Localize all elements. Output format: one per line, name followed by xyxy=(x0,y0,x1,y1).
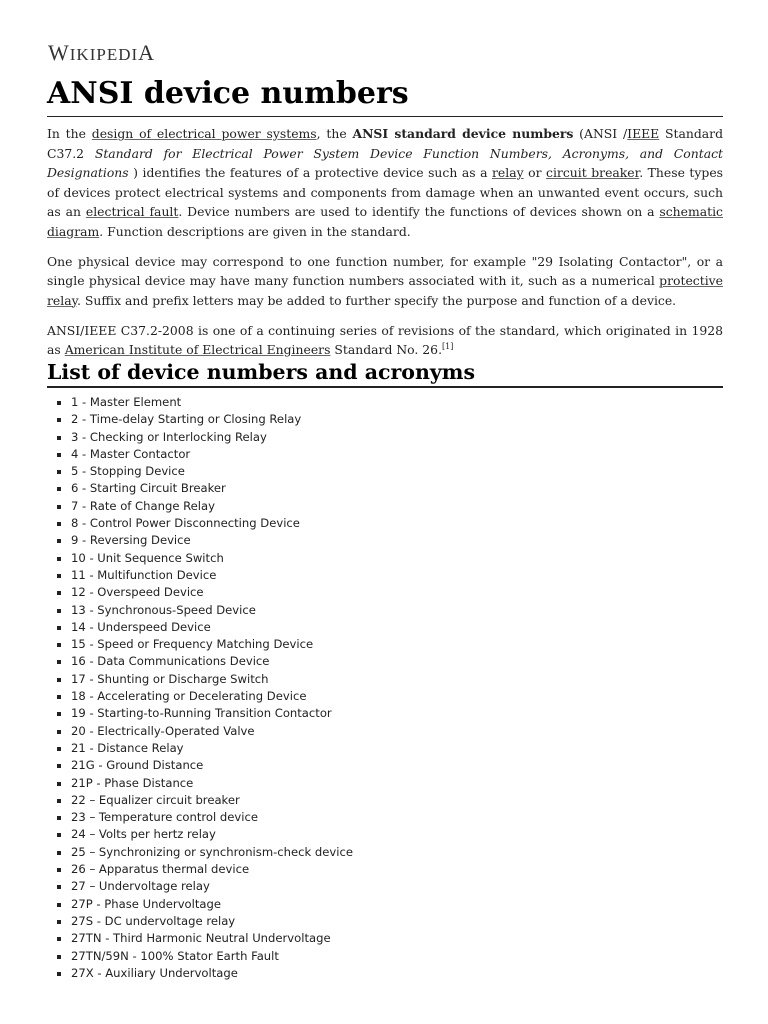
link-electrical-fault[interactable]: electrical fault xyxy=(85,204,179,219)
list-item xyxy=(56,463,696,480)
list-item xyxy=(56,948,696,965)
bullet-icon xyxy=(57,799,61,803)
bullet-icon xyxy=(57,418,61,422)
article-intro xyxy=(47,124,723,370)
device-list xyxy=(56,394,696,982)
device-label: 23 – Temperature control device xyxy=(71,810,258,825)
device-label: 27 – Undervoltage relay xyxy=(71,879,210,894)
device-label: 10 - Unit Sequence Switch xyxy=(71,550,224,565)
section-heading: List of device numbers and acronyms xyxy=(47,358,723,388)
device-label: 11 - Multifunction Device xyxy=(71,567,217,582)
list-item xyxy=(56,567,696,584)
list-item xyxy=(56,619,696,636)
bullet-icon xyxy=(57,903,61,907)
list-item xyxy=(56,757,696,774)
bullet-icon xyxy=(57,643,61,647)
text: Standard C37.2 xyxy=(47,126,724,161)
text: or xyxy=(523,165,547,180)
list-item xyxy=(56,532,696,549)
link-design-of-electrical-power-systems[interactable]: design of electrical power systems xyxy=(91,126,317,141)
bullet-icon xyxy=(57,851,61,855)
list-item xyxy=(56,671,696,688)
device-label: 5 - Stopping Device xyxy=(71,464,185,479)
device-label: 2 - Time-delay Starting or Closing Relay xyxy=(71,412,302,427)
list-item xyxy=(56,688,696,705)
bullet-icon xyxy=(57,833,61,837)
device-label: 22 – Equalizer circuit breaker xyxy=(71,792,240,807)
bullet-icon xyxy=(57,712,61,716)
reference-1[interactable]: [1] xyxy=(442,341,454,351)
bullet-icon xyxy=(57,782,61,786)
bullet-icon xyxy=(57,626,61,630)
device-label: 25 – Synchronizing or synchronism-check device xyxy=(71,844,354,859)
list-item xyxy=(56,740,696,757)
bullet-icon xyxy=(57,609,61,613)
link-circuit-breaker[interactable]: circuit breaker xyxy=(546,165,640,180)
device-label: 1 - Master Element xyxy=(71,395,182,409)
device-label: 21G - Ground Distance xyxy=(71,758,204,773)
list-item xyxy=(56,550,696,567)
link-aiee[interactable]: American Institute of Electrical Engineers xyxy=(64,342,331,357)
list-item xyxy=(56,861,696,878)
device-label: 7 - Rate of Change Relay xyxy=(71,498,215,513)
list-item xyxy=(56,896,696,913)
list-item xyxy=(56,723,696,740)
list-item xyxy=(56,792,696,809)
intro-paragraph-2 xyxy=(47,252,723,311)
text: Standard No. 26. xyxy=(330,342,443,357)
device-label: 13 - Synchronous-Speed Device xyxy=(71,602,256,617)
wordmark-rest: IKIPEDI xyxy=(69,45,139,64)
list-item xyxy=(56,429,696,446)
text: . Device numbers are used to identify the functions of devices shown on a xyxy=(178,204,660,219)
list-item xyxy=(56,878,696,895)
bullet-icon xyxy=(57,505,61,509)
device-label: 27X - Auxiliary Undervoltage xyxy=(71,965,238,980)
device-label: 27P - Phase Undervoltage xyxy=(71,896,222,911)
bullet-icon xyxy=(57,730,61,734)
device-label: 9 - Reversing Device xyxy=(71,533,191,548)
text: (ANSI / xyxy=(573,126,628,141)
device-label: 20 - Electrically-Operated Valve xyxy=(71,723,255,738)
device-label: 21P - Phase Distance xyxy=(71,775,194,790)
link-relay[interactable]: relay xyxy=(492,165,524,180)
device-label: 21 - Distance Relay xyxy=(71,740,184,755)
text: . These types of devices protect electrical systems and components from damage when an unwanted event occurs, such as an xyxy=(47,165,724,219)
bullet-icon xyxy=(57,885,61,889)
device-label: 24 – Volts per hertz relay xyxy=(71,827,216,842)
page-title: ANSI device numbers xyxy=(47,72,723,117)
wordmark-last: A xyxy=(138,40,156,65)
device-label: 14 - Underspeed Device xyxy=(71,619,211,634)
bullet-icon xyxy=(57,937,61,941)
link-ieee[interactable]: IEEE xyxy=(627,126,660,141)
device-label: 15 - Speed or Frequency Matching Device xyxy=(71,637,314,652)
bullet-icon xyxy=(57,436,61,440)
bullet-icon xyxy=(57,574,61,578)
list-item xyxy=(56,394,696,411)
list-item xyxy=(56,930,696,947)
text: ) identifies the features of a protective device such as a xyxy=(128,165,492,180)
bullet-icon xyxy=(57,522,61,526)
list-item xyxy=(56,653,696,670)
text: . Suffix and prefix letters may be added to further specify the purpose and function of a device. xyxy=(76,292,677,308)
bullet-icon xyxy=(57,816,61,820)
list-item xyxy=(56,411,696,428)
text: In the xyxy=(47,126,92,141)
text: ANSI/IEEE C37.2-2008 is one of a continuing series of revisions of the standard, which originated in 1928 as xyxy=(47,322,723,357)
bullet-icon xyxy=(57,972,61,976)
intro-paragraph-3 xyxy=(47,321,723,360)
device-label: 16 - Data Communications Device xyxy=(71,654,270,669)
list-item xyxy=(56,515,696,532)
device-label: 19 - Starting-to-Running Transition Contactor xyxy=(71,706,332,721)
list-item xyxy=(56,602,696,619)
bold-term: ANSI standard device numbers xyxy=(352,126,574,141)
bullet-icon xyxy=(57,920,61,924)
list-item xyxy=(56,775,696,792)
list-item xyxy=(56,913,696,930)
device-label: 27S - DC undervoltage relay xyxy=(71,913,236,928)
bullet-icon xyxy=(57,764,61,768)
bullet-icon xyxy=(57,868,61,872)
bullet-icon xyxy=(57,955,61,959)
wikipedia-wordmark[interactable] xyxy=(48,40,155,66)
list-item xyxy=(56,705,696,722)
link-schematic-diagram[interactable]: schematic diagram xyxy=(47,204,723,239)
device-label: 8 - Control Power Disconnecting Device xyxy=(71,516,300,531)
bullet-icon xyxy=(57,453,61,457)
list-item xyxy=(56,480,696,497)
device-label: 26 – Apparatus thermal device xyxy=(71,862,250,877)
bullet-icon xyxy=(57,557,61,561)
list-item xyxy=(56,636,696,653)
device-label: 27TN - Third Harmonic Neutral Undervoltage xyxy=(71,931,331,946)
device-label: 3 - Checking or Interlocking Relay xyxy=(71,429,267,444)
bullet-icon xyxy=(57,591,61,595)
device-label: 4 - Master Contactor xyxy=(71,446,191,461)
intro-paragraph-1 xyxy=(47,124,723,241)
bullet-icon xyxy=(57,401,61,405)
bullet-icon xyxy=(57,678,61,682)
list-item xyxy=(56,844,696,861)
device-label: 27TN/59N - 100% Stator Earth Fault xyxy=(71,948,279,963)
bullet-icon xyxy=(57,747,61,751)
list-item xyxy=(56,965,696,982)
bullet-icon xyxy=(57,539,61,543)
device-label: 12 - Overspeed Device xyxy=(71,585,204,600)
list-item xyxy=(56,809,696,826)
text: . Function descriptions are given in the standard. xyxy=(99,223,411,239)
standard-title: Standard for Electrical Power System Device Function Numbers, Acronyms, and Contact Designations xyxy=(47,145,723,180)
bullet-icon xyxy=(57,487,61,491)
device-label: 6 - Starting Circuit Breaker xyxy=(71,481,226,496)
list-item xyxy=(56,446,696,463)
bullet-icon xyxy=(57,470,61,474)
device-label: 17 - Shunting or Discharge Switch xyxy=(71,671,269,686)
text: , the xyxy=(316,126,353,141)
device-label: 18 - Accelerating or Decelerating Device xyxy=(71,689,307,704)
text: One physical device may correspond to one function number, for example "29 Isolating Contactor", or a single physical device may have many function numbers associated with it, such as a numerical xyxy=(47,253,723,288)
wordmark-first: W xyxy=(48,40,70,65)
link-protective-relay[interactable]: protective relay xyxy=(47,273,723,308)
bullet-icon xyxy=(57,695,61,699)
list-item xyxy=(56,826,696,843)
list-item xyxy=(56,584,696,601)
bullet-icon xyxy=(57,660,61,664)
list-item xyxy=(56,498,696,515)
